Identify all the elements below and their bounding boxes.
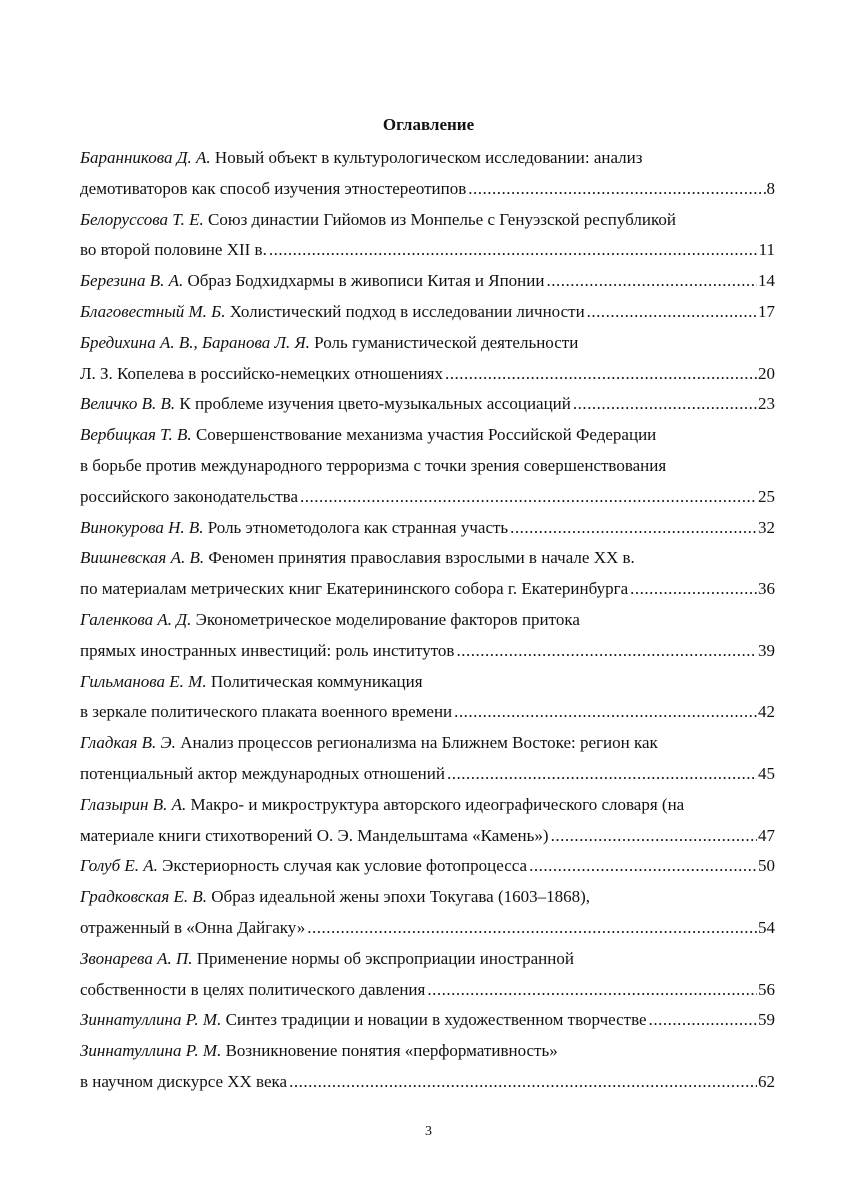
dot-leader <box>649 1005 757 1036</box>
toc-entry <box>80 266 775 297</box>
toc-entry <box>80 944 775 1006</box>
toc-entry-title: по материалам метрических книг Екатерининского собора г. Екатеринбурга <box>80 579 629 599</box>
toc-entry-title: К проблеме изучения цвето-музыкальных ассоциаций <box>179 394 571 414</box>
page-number: 3 <box>425 1124 432 1139</box>
toc-entry-page: 17 <box>758 301 775 321</box>
toc-entry-page: 50 <box>758 856 775 876</box>
toc-entry-line <box>80 821 775 852</box>
toc-entry-line <box>80 1036 775 1067</box>
toc-entry-line <box>80 143 775 174</box>
toc-entry-title: Роль гуманистической деятельности <box>314 332 579 352</box>
toc-entry-line <box>80 728 775 759</box>
toc-entry-line <box>80 513 775 544</box>
toc-entry-line <box>80 174 775 205</box>
toc-entry-author: Белоруссова Т. Е. <box>80 209 204 229</box>
toc-entry-line <box>80 697 775 728</box>
toc-entry-page: 39 <box>758 640 775 660</box>
toc-entry <box>80 1005 775 1036</box>
toc-entry-title: Феномен принятия православия взрослыми в начале XX в. <box>208 548 635 568</box>
toc-entry-page: 25 <box>758 486 775 506</box>
toc-entry-line <box>80 975 775 1006</box>
toc-entry <box>80 790 775 852</box>
toc-entry-author: Бредихина А. В., Баранова Л. Я. <box>80 332 310 352</box>
dot-leader <box>529 851 757 882</box>
toc-entry-title: Новый объект в культурологическом исследовании: анализ <box>214 148 643 167</box>
dot-leader <box>456 636 757 667</box>
toc-entry-title: Образ Бодхидхармы в живописи Китая и Японии <box>187 271 545 291</box>
toc-entry-title: Возникновение понятия «перформативность» <box>225 1041 558 1061</box>
toc-entry <box>80 328 775 390</box>
toc-entry-title: демотиваторов как способ изучения этностереотипов <box>80 178 467 198</box>
toc-entry-line <box>80 266 775 297</box>
toc-entry-title: Экстериорность случая как условие фотопроцесса <box>162 856 528 876</box>
toc-entry-page: 56 <box>758 979 775 999</box>
toc-entry-author: Березина В. А. <box>80 271 184 291</box>
toc-entry <box>80 605 775 667</box>
toc-entry-author: Голуб Е. А. <box>80 856 158 876</box>
toc-entry-title: в зеркале политического плаката военного времени <box>80 702 453 722</box>
toc-entry-page: 23 <box>758 394 775 414</box>
toc-entry-line <box>80 667 775 698</box>
toc-entry-author: Величко В. В. <box>80 394 176 414</box>
dot-leader <box>454 697 757 728</box>
dot-leader <box>300 482 757 513</box>
toc-entry-page: 45 <box>758 763 775 783</box>
toc-entry-title: собственности в целях политического давления <box>80 979 426 999</box>
toc-entry <box>80 667 775 729</box>
toc-entry-line <box>80 1005 775 1036</box>
toc-entry-line <box>80 543 775 574</box>
toc-entry-title: материале книги стихотворений О. Э. Мандельштама «Камень») <box>80 825 549 845</box>
toc-title: Оглавление <box>382 115 475 134</box>
dot-leader <box>468 174 765 205</box>
dot-leader <box>447 759 757 790</box>
toc-entry <box>80 1036 775 1098</box>
toc-entry-page: 36 <box>758 579 775 599</box>
toc-entry-page: 32 <box>758 517 775 537</box>
toc-entry <box>80 728 775 790</box>
toc-entry-line <box>80 328 775 359</box>
toc-entry-title: в борьбе против международного терроризма с точки зрения совершенствования <box>80 455 667 475</box>
toc-entry-title: Применение нормы об экспроприации иностранной <box>196 948 574 968</box>
toc-entry-author: Зиннатуллина Р. М. <box>80 1010 222 1030</box>
toc-entry-author: Вишневская А. В. <box>80 548 205 568</box>
toc-entry-author: Галенкова А. Д. <box>80 609 192 629</box>
toc-entry-title: Анализ процессов регионализма на Ближнем Востоке: регион как <box>180 733 658 753</box>
toc-entry-title: отраженный в «Онна Дайгаку» <box>80 917 306 937</box>
toc-entry-line <box>80 451 775 482</box>
toc-entry-author: Зиннатуллина Р. М. <box>80 1041 222 1061</box>
toc-entry-title: Макро- и микроструктура авторского идеографического словаря (на <box>190 794 685 814</box>
dot-leader <box>551 821 757 852</box>
toc-entry-author: Винокурова Н. В. <box>80 517 204 537</box>
dot-leader <box>307 913 757 944</box>
toc-entry <box>80 389 775 420</box>
toc-entry-author: Гладкая В. Э. <box>80 733 176 753</box>
toc-entry-line <box>80 574 775 605</box>
toc-entry-author: Вербицкая Т. В. <box>80 425 192 445</box>
toc-entry-page: 47 <box>758 825 775 845</box>
toc-entry-line <box>80 235 775 266</box>
toc-entry-page: 59 <box>758 1010 775 1030</box>
toc-entry-page: 42 <box>758 702 775 722</box>
toc-entry-title: Холистический подход в исследовании личности <box>229 301 585 321</box>
dot-leader <box>427 975 757 1006</box>
dot-leader <box>289 1067 757 1098</box>
toc-entry-line <box>80 913 775 944</box>
toc-entry-page: 8 <box>766 178 775 198</box>
toc-entry <box>80 513 775 544</box>
toc-entry-line <box>80 605 775 636</box>
toc-entry-title: Л. З. Копелева в российско-немецких отношениях <box>80 363 444 383</box>
toc-entry-title: в научном дискурсе XX века <box>80 1071 288 1091</box>
toc-entry-page: 54 <box>758 917 775 937</box>
toc-entry-line <box>80 944 775 975</box>
toc-entry <box>80 543 775 605</box>
toc-entry-line <box>80 482 775 513</box>
table-of-contents <box>80 143 775 1098</box>
toc-entry <box>80 420 775 512</box>
toc-entry-line <box>80 636 775 667</box>
toc-entry-title: Политическая коммуникация <box>210 671 423 691</box>
toc-entry-author: Благовестный М. Б. <box>80 301 226 321</box>
dot-leader <box>510 513 757 544</box>
toc-entry-page: 14 <box>758 271 775 291</box>
toc-entry-page: 62 <box>758 1071 775 1091</box>
toc-entry-title: Эконометрическое моделирование факторов притока <box>195 609 580 629</box>
toc-entry-line <box>80 389 775 420</box>
toc-entry <box>80 882 775 944</box>
toc-entry-line <box>80 851 775 882</box>
toc-entry <box>80 205 775 267</box>
toc-entry-page: 11 <box>758 240 775 260</box>
dot-leader <box>269 235 758 266</box>
toc-entry-title: российского законодательства <box>80 486 299 506</box>
toc-entry-page: 20 <box>758 363 775 383</box>
toc-entry-author: Глазырин В. А. <box>80 794 187 814</box>
toc-entry-line <box>80 759 775 790</box>
toc-entry-author: Гильманова Е. М. <box>80 671 207 691</box>
dot-leader <box>630 574 757 605</box>
toc-entry-title: потенциальный актор международных отношений <box>80 763 445 783</box>
toc-entry <box>80 851 775 882</box>
toc-entry <box>80 143 775 205</box>
dot-leader <box>546 266 757 297</box>
toc-entry-title: Синтез традиции и новации в художественном творчестве <box>225 1010 647 1030</box>
toc-entry-author: Баранникова Д. А. <box>80 148 211 167</box>
dot-leader <box>587 297 757 328</box>
toc-entry-author: Звонарева А. П. <box>80 948 193 968</box>
toc-entry-title: прямых иностранных инвестиций: роль институтов <box>80 640 455 660</box>
toc-entry-line <box>80 790 775 821</box>
toc-entry-line <box>80 1067 775 1098</box>
toc-entry-title: Роль этнометодолога как странная участь <box>207 517 509 537</box>
toc-entry-title: Совершенствование механизма участия Российской Федерации <box>195 425 657 445</box>
toc-entry <box>80 297 775 328</box>
toc-entry-line <box>80 297 775 328</box>
toc-entry-title: Союз династии Гийомов из Монпелье с Генуэзской республикой <box>208 209 676 229</box>
toc-entry-title: Образ идеальной жены эпохи Токугава (1603–1868), <box>211 887 591 907</box>
dot-leader <box>445 359 757 390</box>
toc-entry-title: во второй половине XII в. <box>80 240 267 260</box>
toc-entry-line <box>80 882 775 913</box>
toc-entry-author: Градковская Е. В. <box>80 887 208 907</box>
toc-entry-line <box>80 420 775 451</box>
toc-entry-line <box>80 205 775 236</box>
toc-entry-line <box>80 359 775 390</box>
dot-leader <box>573 389 757 420</box>
